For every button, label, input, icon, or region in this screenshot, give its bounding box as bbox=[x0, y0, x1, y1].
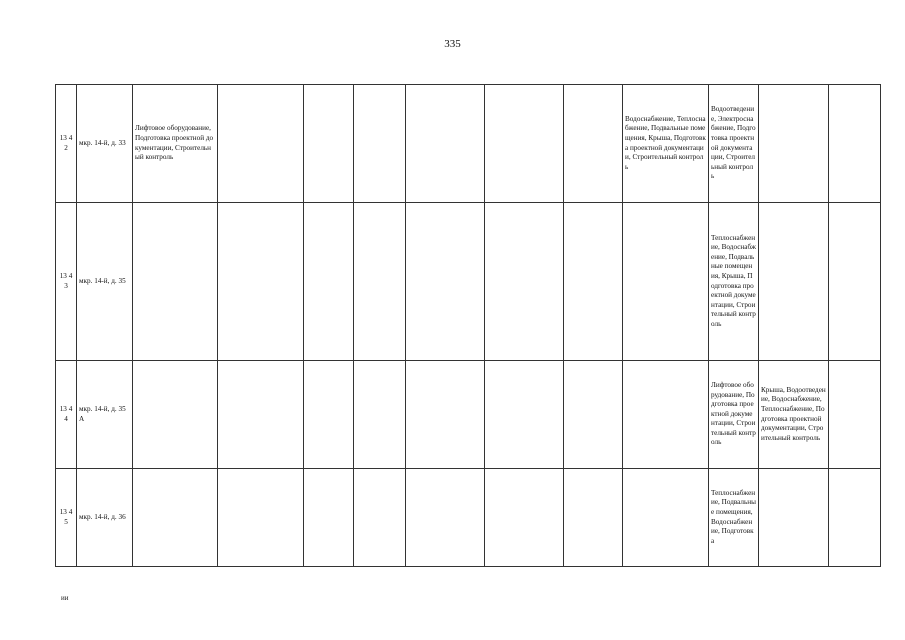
empty-cell bbox=[564, 203, 623, 361]
works-cell bbox=[623, 203, 709, 361]
works-cell: Теплоснабжение, Водоснабжение, Подвальные помещения, Крыша, Подготовка проектной документации, Строительный контроль bbox=[709, 203, 759, 361]
works-cell bbox=[623, 469, 709, 567]
empty-cell bbox=[406, 85, 485, 203]
empty-cell bbox=[304, 361, 354, 469]
works-cell: Лифтовое оборудование, Подготовка проектной документации, Строительный контроль bbox=[709, 361, 759, 469]
address-cell: мкр. 14-й, д. 35А bbox=[77, 361, 133, 469]
empty-cell bbox=[304, 469, 354, 567]
address-cell: мкр. 14-й, д. 33 bbox=[77, 85, 133, 203]
empty-cell bbox=[829, 469, 881, 567]
works-cell bbox=[759, 203, 829, 361]
empty-cell bbox=[485, 203, 564, 361]
empty-cell bbox=[829, 361, 881, 469]
empty-cell bbox=[564, 361, 623, 469]
table-row bbox=[56, 203, 881, 361]
works-cell bbox=[623, 361, 709, 469]
empty-cell bbox=[354, 361, 406, 469]
works-cell: Водоснабжение, Теплоснабжение, Подвальные помещения, Крыша, Подготовка проектной документации, Строительный контроль bbox=[623, 85, 709, 203]
empty-cell bbox=[304, 85, 354, 203]
empty-cell bbox=[218, 85, 304, 203]
page-number: 335 bbox=[444, 38, 461, 50]
empty-cell bbox=[354, 203, 406, 361]
works-cell: Крыша, Водоотведение, Водоснабжение, Теплоснабжение, Подготовка проектной документации, Строительный контроль bbox=[759, 361, 829, 469]
empty-cell bbox=[564, 469, 623, 567]
empty-cell bbox=[406, 361, 485, 469]
works-cell bbox=[133, 203, 218, 361]
footer-text: ии bbox=[61, 594, 69, 602]
works-cell: Лифтовое оборудование, Подготовка проектной документации, Строительный контроль bbox=[133, 85, 218, 203]
empty-cell bbox=[829, 85, 881, 203]
empty-cell bbox=[304, 203, 354, 361]
empty-cell bbox=[218, 469, 304, 567]
empty-cell bbox=[406, 203, 485, 361]
empty-cell bbox=[564, 85, 623, 203]
works-cell bbox=[759, 85, 829, 203]
table-row bbox=[56, 85, 881, 203]
empty-cell bbox=[485, 469, 564, 567]
table-row bbox=[56, 361, 881, 469]
empty-cell bbox=[218, 361, 304, 469]
address-cell: мкр. 14-й, д. 36 bbox=[77, 469, 133, 567]
works-cell: Теплоснабжение, Подвальные помещения, Водоснабжение, Подготовка bbox=[709, 469, 759, 567]
empty-cell bbox=[354, 469, 406, 567]
empty-cell bbox=[218, 203, 304, 361]
empty-cell bbox=[354, 85, 406, 203]
row-number: 13 42 bbox=[56, 85, 77, 203]
works-cell bbox=[133, 361, 218, 469]
address-cell: мкр. 14-й, д. 35 bbox=[77, 203, 133, 361]
empty-cell bbox=[406, 469, 485, 567]
row-number: 13 43 bbox=[56, 203, 77, 361]
row-number: 13 45 bbox=[56, 469, 77, 567]
empty-cell bbox=[485, 361, 564, 469]
works-cell: Водоотведение, Электроснабжение, Подготовка проектной документации, Строительный контроль bbox=[709, 85, 759, 203]
works-cell bbox=[133, 469, 218, 567]
row-number: 13 44 bbox=[56, 361, 77, 469]
table-row bbox=[56, 469, 881, 567]
empty-cell bbox=[485, 85, 564, 203]
works-table bbox=[55, 84, 881, 567]
empty-cell bbox=[829, 203, 881, 361]
works-cell bbox=[759, 469, 829, 567]
